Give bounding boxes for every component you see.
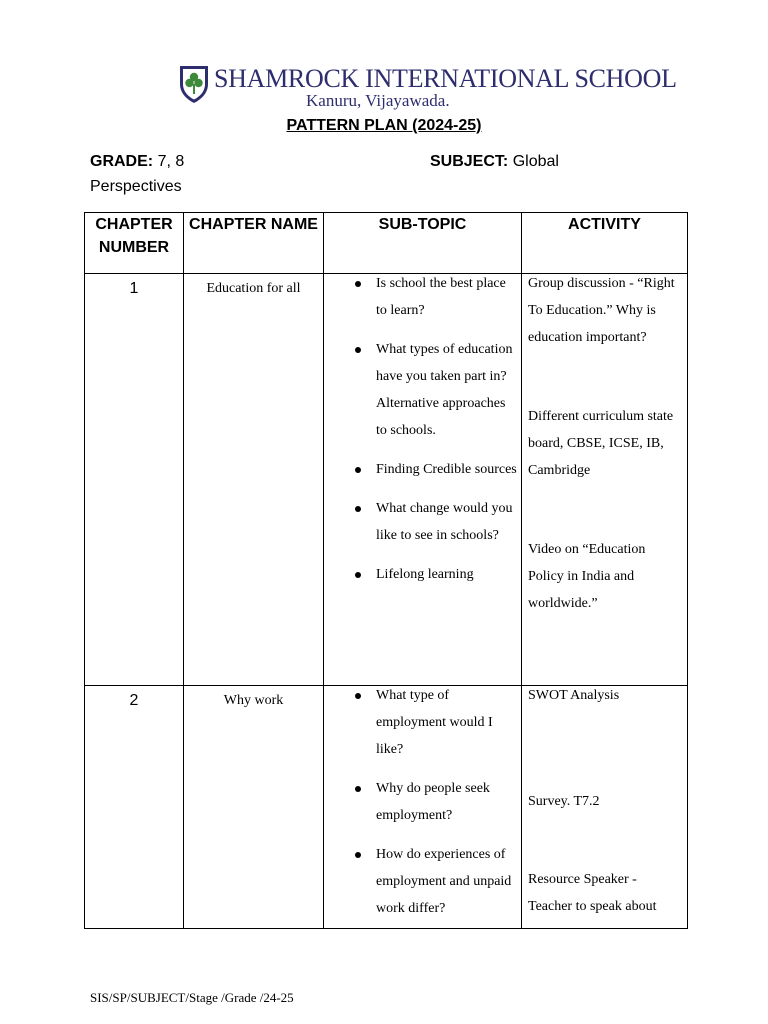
subject-label: SUBJECT:	[430, 153, 509, 170]
sub-topic-item: What change would you like to see in schools?	[324, 495, 521, 549]
activity-item: Survey. T7.2	[528, 794, 600, 809]
header-chapter-name: CHAPTER NAME	[184, 213, 324, 274]
chapter-number: 1	[85, 274, 184, 686]
school-crest-icon	[178, 64, 210, 104]
activity-item: Video on “Education Policy in India and worldwide.”	[528, 542, 646, 611]
school-name: SHAMROCK INTERNATIONAL SCHOOL	[214, 64, 677, 93]
sub-topic-item: Lifelong learning	[324, 561, 521, 588]
grade-label: GRADE:	[90, 153, 154, 170]
chapter-name: Education for all	[184, 274, 324, 686]
table-header-row	[85, 213, 688, 274]
sub-topic-item: Why do people seek employment?	[324, 775, 521, 829]
page-title: PATTERN PLAN (2024-25)	[286, 117, 482, 134]
table-row	[85, 686, 688, 929]
sub-topic-item: Finding Credible sources	[324, 456, 521, 483]
chapter-number: 2	[85, 686, 184, 929]
sub-topic-item: Is school the best place to learn?	[324, 270, 521, 324]
activity-item: Different curriculum state board, CBSE, ICSE, IB, Cambridge	[528, 409, 674, 478]
document-footer: SIS/SP/SUBJECT/Stage /Grade /24-25	[90, 990, 294, 1005]
school-location: Kanuru, Vijayawada.	[306, 91, 450, 110]
activity-cell	[522, 274, 688, 686]
subject-value: Global	[512, 153, 559, 170]
header-chapter-number: CHAPTER NUMBER	[85, 213, 184, 274]
activity-item: Resource Speaker - Teacher to speak about	[528, 872, 657, 914]
activity-item: SWOT Analysis	[528, 688, 620, 703]
sub-topic-cell	[324, 274, 522, 686]
chapter-name: Why work	[184, 686, 324, 929]
sub-topic-item: What types of education have you taken part in? Alternative approaches to schools.	[324, 336, 521, 444]
school-header	[0, 62, 768, 112]
header-sub-topic: SUB-TOPIC	[324, 213, 522, 274]
sub-topic-item: What type of employment would I like?	[324, 682, 521, 763]
header-activity: ACTIVITY	[522, 213, 688, 274]
grade-line	[90, 152, 184, 172]
grade-value: 7, 8	[157, 153, 185, 170]
subject-line	[430, 152, 559, 172]
sub-topic-cell	[324, 686, 522, 929]
table-row	[85, 274, 688, 686]
sub-topic-item: How do experiences of employment and unpaid work differ?	[324, 841, 521, 922]
activity-item: Group discussion - “Right To Education.” Why is education important?	[528, 276, 675, 345]
subject-value-cont: Perspectives	[90, 178, 182, 195]
pattern-plan-table	[84, 212, 688, 929]
activity-cell	[522, 686, 688, 929]
